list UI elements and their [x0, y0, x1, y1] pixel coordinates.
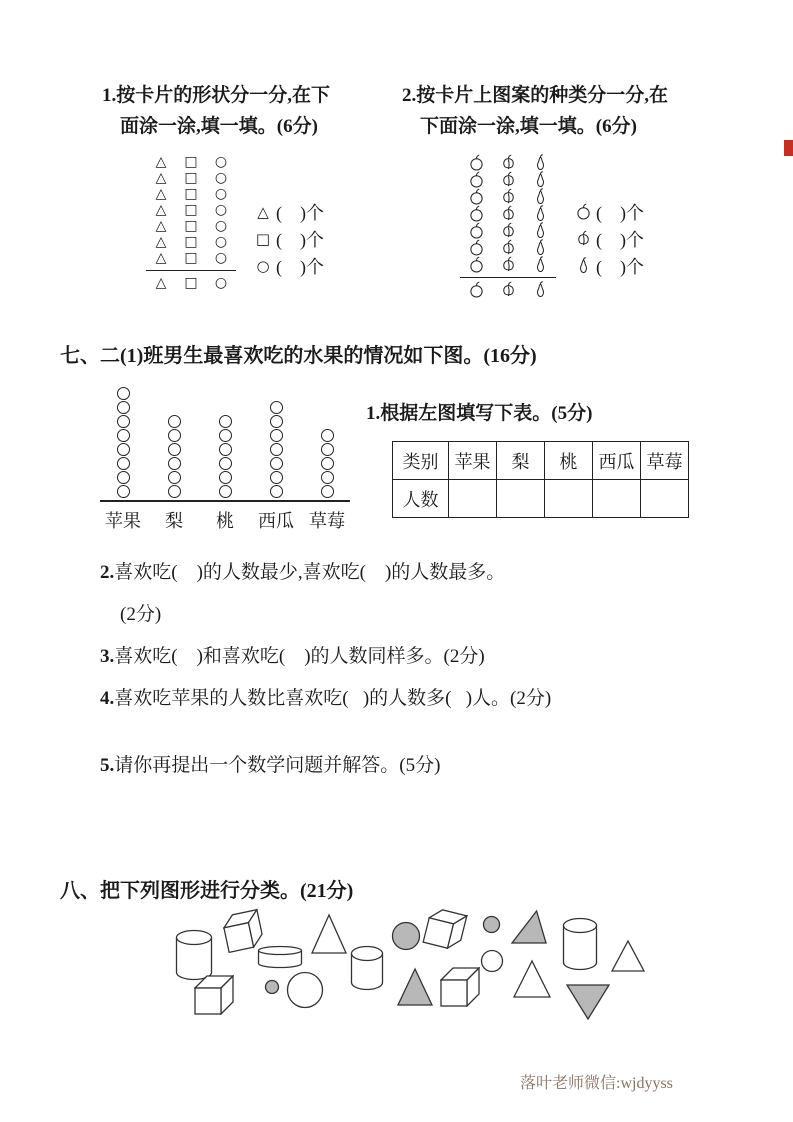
- tally-circle: [219, 485, 232, 498]
- table-empty-cell: [641, 480, 689, 518]
- apple-icon: [460, 239, 492, 256]
- question-5-number: 5.: [100, 755, 115, 776]
- tally-circle: [270, 415, 283, 428]
- category-label: 苹果: [105, 511, 141, 531]
- count-blank-label: ( )个: [596, 256, 644, 277]
- question-4-text: 喜欢吃苹果的人数比喜欢吃( )的人数多( )人。(2分): [114, 688, 552, 709]
- square-icon: □: [184, 202, 198, 218]
- triangle-icon: △: [155, 170, 167, 186]
- table-header-cell: 苹果: [449, 442, 497, 480]
- category-label: 桃: [216, 511, 234, 531]
- pear-icon: [524, 222, 556, 239]
- shape-grid-row: [146, 218, 236, 234]
- square-icon: □: [255, 229, 271, 248]
- shape-grid-row: [146, 186, 236, 202]
- circle-icon: ○: [214, 218, 228, 234]
- shapes-classification-canvas: [160, 909, 680, 1049]
- category-label: 梨: [165, 511, 183, 531]
- circle-shape: [264, 979, 280, 995]
- apple-icon: [460, 256, 492, 273]
- tally-circle: [117, 415, 130, 428]
- table-empty-cell: [545, 480, 593, 518]
- fruit-pictograph: [100, 384, 350, 533]
- fruit-grid-row: [460, 188, 556, 205]
- square-icon: □: [184, 170, 198, 186]
- top-problems-row: [60, 80, 743, 297]
- table-header-cell: 类别: [393, 442, 449, 480]
- peach-icon: [570, 230, 596, 247]
- pear-icon: [524, 256, 556, 273]
- apple-icon: [460, 205, 492, 222]
- tally-circle: [219, 443, 232, 456]
- problem-1-sort-by-shape: [102, 80, 402, 297]
- tally-circle: [270, 471, 283, 484]
- peach-icon: [492, 281, 524, 298]
- tally-circle: [321, 429, 334, 442]
- question-2: [100, 559, 743, 586]
- shape-grid-footer: [146, 270, 236, 290]
- square-icon: □: [184, 250, 198, 266]
- count-blank-row: [250, 198, 324, 225]
- section8-title: 八、把下列图形进行分类。(21分): [60, 880, 354, 902]
- count-blank-row: [570, 252, 644, 279]
- cylinder-shape: [175, 929, 213, 981]
- fruit-grid-row: [460, 154, 556, 171]
- peach-icon: [492, 205, 524, 222]
- tally-circle: [219, 415, 232, 428]
- question-2-text: 喜欢吃( )的人数最少,喜欢吃( )的人数最多。: [114, 562, 506, 583]
- peach-icon: [492, 256, 524, 273]
- table-empty-cell: [449, 480, 497, 518]
- triangle-icon: △: [155, 274, 167, 291]
- tally-circle: [117, 401, 130, 414]
- fruit-grid-row: [460, 256, 556, 273]
- square-icon: □: [184, 234, 198, 250]
- apple-icon: [460, 154, 492, 171]
- chart-column-4: [253, 401, 299, 498]
- peach-icon: [492, 239, 524, 256]
- shape-count-blanks: [250, 198, 324, 290]
- table-empty-cell: [593, 480, 641, 518]
- shape-grid-row: [146, 234, 236, 250]
- shape-coloring-grid: [146, 154, 236, 290]
- tally-circle: [270, 401, 283, 414]
- cylinder-shape: [562, 917, 598, 971]
- chart-column-5: [304, 429, 350, 498]
- problem-1-title: [102, 80, 402, 111]
- category-label: 草莓: [309, 511, 345, 531]
- fruit-coloring-grid: [460, 154, 556, 297]
- peach-icon: [492, 171, 524, 188]
- question-4: [100, 685, 743, 712]
- tally-circle: [117, 485, 130, 498]
- table-empty-cell: [497, 480, 545, 518]
- problem-1-title-line1: 按卡片的形状分一分,在下: [116, 85, 331, 106]
- fruit-count-blanks: [570, 198, 644, 297]
- question-1-text: 根据左图填写下表。(5分): [380, 403, 593, 424]
- tally-circle: [270, 443, 283, 456]
- circle-icon: ○: [214, 186, 228, 202]
- section7-right-column: [366, 384, 689, 533]
- tally-circle: [270, 457, 283, 470]
- fruit-grid-row: [460, 239, 556, 256]
- question-1: [366, 398, 689, 425]
- tally-circle: [270, 429, 283, 442]
- table-header-row: [393, 442, 689, 480]
- triangle-shape: [610, 939, 646, 973]
- pear-icon: [524, 239, 556, 256]
- count-blank-label: ( )个: [276, 202, 324, 223]
- circle-icon: ○: [214, 202, 228, 218]
- question-2-score: (2分): [120, 604, 162, 625]
- tally-circle: [168, 457, 181, 470]
- apple-icon: [460, 222, 492, 239]
- tally-circle: [117, 471, 130, 484]
- circle-icon: ○: [214, 234, 228, 250]
- question-3: [100, 643, 743, 670]
- problem-2-title: [402, 80, 702, 111]
- section7-title: 七、二(1)班男生最喜欢吃的水果的情况如下图。(16分): [60, 345, 537, 367]
- shape-grid-row: [146, 250, 236, 266]
- circle-icon: ○: [214, 154, 228, 170]
- tally-circle: [219, 471, 232, 484]
- cube-shape: [440, 967, 480, 1007]
- cube-shape: [422, 906, 468, 952]
- chart-category-labels: [100, 507, 350, 533]
- tally-circle: [168, 443, 181, 456]
- circle-icon: ○: [214, 170, 228, 186]
- triangle-icon: △: [155, 234, 167, 250]
- square-icon: □: [184, 274, 198, 291]
- fruit-grid-row: [460, 205, 556, 222]
- section7-questions: [100, 559, 743, 779]
- triangle-icon: △: [155, 154, 167, 170]
- circle-icon: ○: [214, 274, 228, 291]
- footer-watermark: 落叶老师微信:wjdyyss: [520, 1075, 673, 1092]
- triangle-shape: [512, 959, 552, 999]
- tally-circle: [168, 471, 181, 484]
- tally-circle: [168, 415, 181, 428]
- apple-icon: [460, 188, 492, 205]
- question-5-text: 请你再提出一个数学问题并解答。(5分): [114, 755, 441, 776]
- chart-column-1: [100, 387, 146, 498]
- peach-icon: [492, 222, 524, 239]
- problem-2-body: [402, 154, 702, 297]
- circle-shape: [286, 971, 324, 1009]
- peach-icon: [492, 188, 524, 205]
- tally-circle: [270, 485, 283, 498]
- tally-circle: [321, 471, 334, 484]
- count-blank-label: ( )个: [596, 202, 644, 223]
- fruit-grid-row: [460, 171, 556, 188]
- shape-grid-row: [146, 202, 236, 218]
- problem-2-sort-by-fruit: [402, 80, 702, 297]
- triangle-shape: [396, 967, 434, 1007]
- fruit-count-table: [392, 441, 689, 518]
- peach-icon: [492, 154, 524, 171]
- tally-circle: [168, 485, 181, 498]
- tally-circle: [219, 429, 232, 442]
- question-3-number: 3.: [100, 646, 115, 667]
- pear-icon: [524, 154, 556, 171]
- category-label: 西瓜: [258, 511, 294, 531]
- circle-shape: [482, 915, 501, 934]
- square-icon: □: [184, 186, 198, 202]
- section7-row: [60, 384, 743, 533]
- pear-icon: [524, 171, 556, 188]
- triangle-icon: △: [155, 186, 167, 202]
- cylinder-shape: [257, 945, 303, 969]
- tally-circle: [117, 443, 130, 456]
- page-edge-red-mark: [784, 140, 793, 156]
- count-blank-row: [570, 225, 644, 252]
- circle-icon: ○: [214, 250, 228, 266]
- problem-2-title-line2: 下面涂一涂,填一填。(6分): [420, 116, 637, 137]
- tally-circle: [168, 429, 181, 442]
- count-blank-row: [570, 198, 644, 225]
- pear-icon: [524, 281, 556, 298]
- triangle-icon: △: [155, 218, 167, 234]
- count-blank-row: [250, 252, 324, 279]
- problem-1-title-line2: 面涂一涂,填一填。(6分): [120, 116, 318, 137]
- question-1-number: 1.: [366, 403, 381, 424]
- pear-icon: [524, 205, 556, 222]
- circle-icon: ○: [256, 256, 270, 275]
- triangle-icon: △: [155, 250, 167, 266]
- square-icon: □: [184, 154, 198, 170]
- circle-shape: [480, 949, 504, 973]
- cylinder-shape: [350, 945, 384, 991]
- count-blank-label: ( )个: [276, 229, 324, 250]
- chart-columns: [100, 384, 350, 502]
- tally-circle: [321, 485, 334, 498]
- table-header-cell: 草莓: [641, 442, 689, 480]
- pear-icon: [570, 257, 596, 274]
- question-4-number: 4.: [100, 688, 115, 709]
- chart-column-3: [202, 415, 248, 498]
- apple-icon: [570, 203, 596, 220]
- chart-column-2: [151, 415, 197, 498]
- circle-shape: [391, 921, 421, 951]
- problem-2-number: 2.: [402, 85, 417, 106]
- question-5: [100, 752, 743, 779]
- triangle-shape: [510, 909, 548, 945]
- question-3-text: 喜欢吃( )和喜欢吃( )的人数同样多。(2分): [114, 646, 485, 667]
- table-data-row: [393, 480, 689, 518]
- question-2-number: 2.: [100, 562, 115, 583]
- tally-circle: [117, 387, 130, 400]
- cube-shape: [194, 975, 234, 1015]
- tally-circle: [117, 429, 130, 442]
- tally-circle: [219, 457, 232, 470]
- table-header-cell: 桃: [545, 442, 593, 480]
- table-header-cell: 梨: [497, 442, 545, 480]
- triangle-icon: △: [257, 202, 269, 221]
- tally-circle: [321, 443, 334, 456]
- table-row-label: 人数: [393, 480, 449, 518]
- shape-grid-row: [146, 170, 236, 186]
- pear-icon: [524, 188, 556, 205]
- triangle-shape: [310, 913, 348, 955]
- count-blank-label: ( )个: [596, 229, 644, 250]
- fruit-grid-row: [460, 222, 556, 239]
- shape-grid-row: [146, 154, 236, 170]
- count-blank-label: ( )个: [276, 256, 324, 277]
- problem-2-title-line1: 按卡片上图案的种类分一分,在: [416, 85, 669, 106]
- apple-icon: [460, 281, 492, 298]
- table-header-cell: 西瓜: [593, 442, 641, 480]
- apple-icon: [460, 171, 492, 188]
- tally-circle: [321, 457, 334, 470]
- triangle-icon: △: [155, 202, 167, 218]
- square-icon: □: [184, 218, 198, 234]
- tally-circle: [117, 457, 130, 470]
- problem-1-body: [102, 154, 402, 290]
- fruit-grid-footer: [460, 277, 556, 297]
- problem-1-number: 1.: [102, 85, 117, 106]
- triangle-shape: [565, 983, 611, 1021]
- count-blank-row: [250, 225, 324, 252]
